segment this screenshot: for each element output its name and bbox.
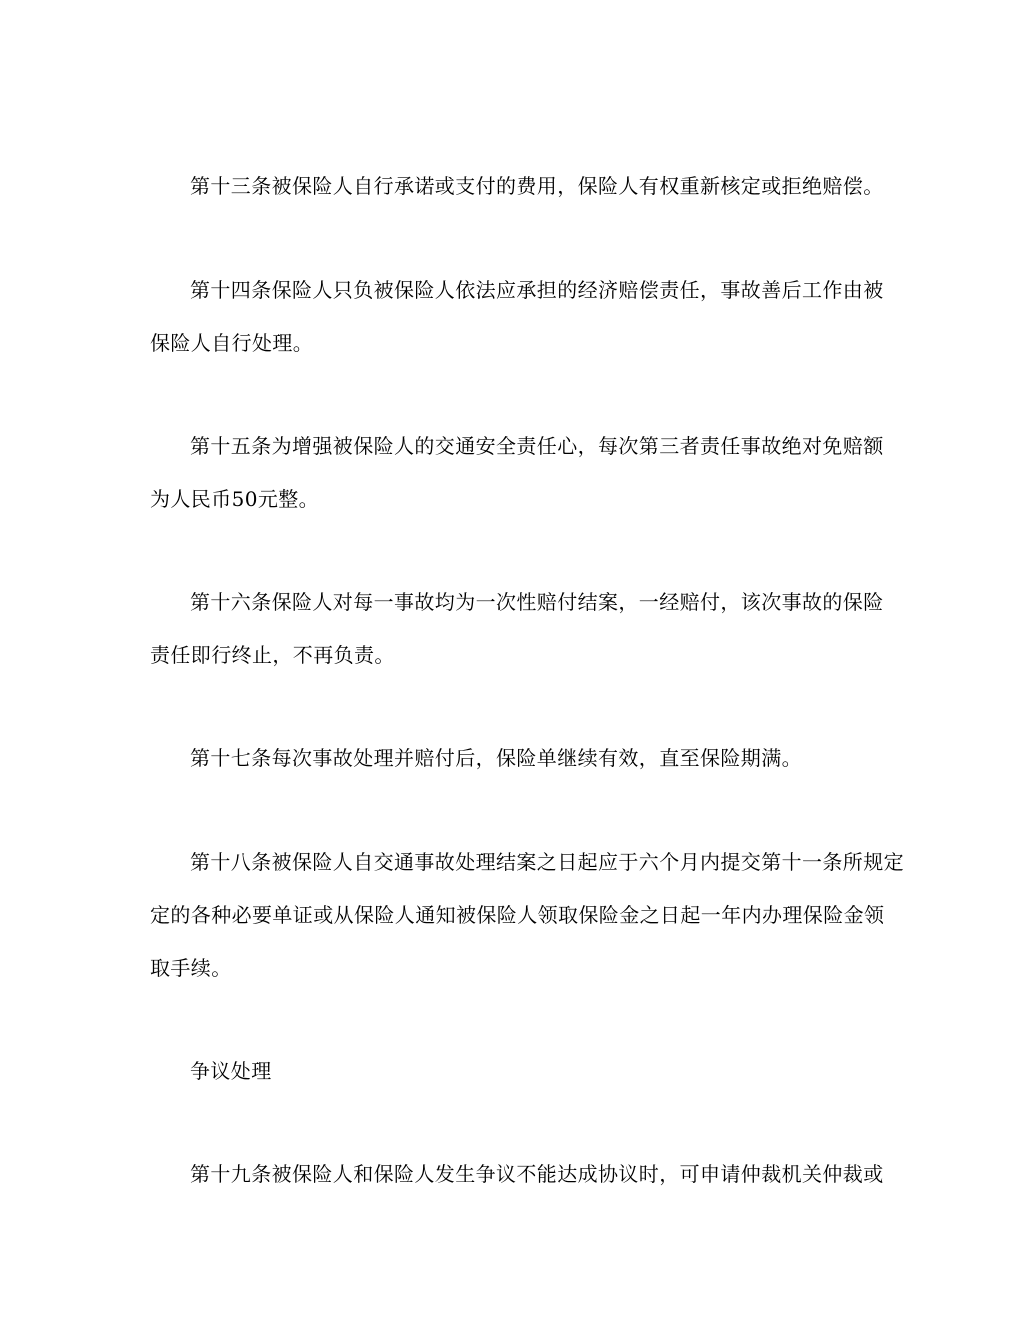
article-14-line-1: 第十四条保险人只负被保险人依法应承担的经济赔偿责任，事故善后工作由被 — [190, 278, 884, 302]
article-16-line-1: 第十六条保险人对每一事故均为一次性赔付结案，一经赔付，该次事故的保险 — [190, 590, 884, 614]
article-18-line-3: 取手续。 — [150, 956, 232, 980]
section-heading-dispute: 争议处理 — [190, 1059, 272, 1083]
article-14-line-2: 保险人自行处理。 — [150, 331, 314, 355]
article-15-line-1: 第十五条为增强被保险人的交通安全责任心，每次第三者责任事故绝对免赔额 — [190, 434, 884, 458]
article-15-line-2: 为人民币50元整。 — [150, 487, 320, 511]
article-17-line-1: 第十七条每次事故处理并赔付后，保险单继续有效，直至保险期满。 — [190, 746, 802, 770]
article-13-line-1: 第十三条被保险人自行承诺或支付的费用，保险人有权重新核定或拒绝赔偿。 — [190, 174, 884, 198]
article-18-line-2: 定的各种必要单证或从保险人通知被保险人领取保险金之日起一年内办理保险金领 — [150, 903, 885, 927]
article-19-line-1: 第十九条被保险人和保险人发生争议不能达成协议时，可申请仲裁机关仲裁或 — [190, 1162, 884, 1186]
article-16-line-2: 责任即行终止，不再负责。 — [150, 643, 395, 667]
article-18-line-1: 第十八条被保险人自交通事故处理结案之日起应于六个月内提交第十一条所规定 — [190, 850, 904, 874]
